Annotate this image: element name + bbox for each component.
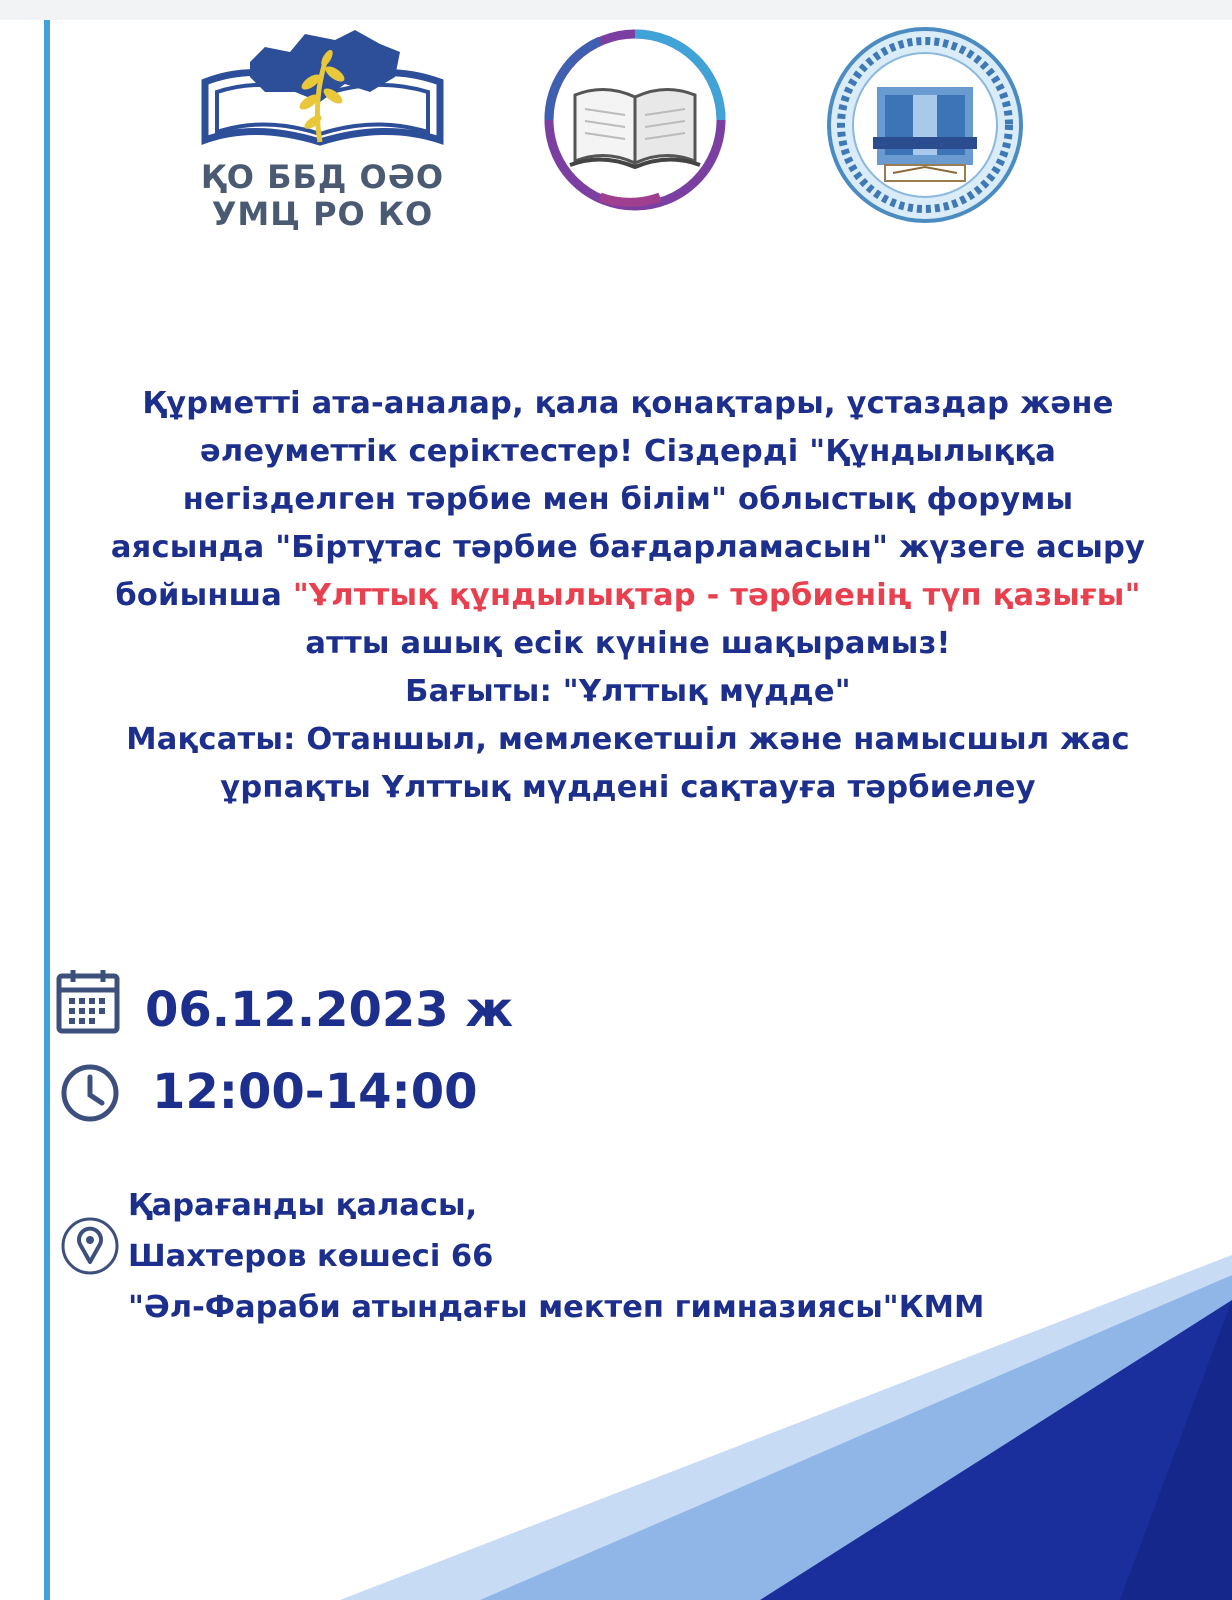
event-topic-highlight: "Ұлттық құндылықтар - тәрбиенің түп қазығы" [292, 578, 1141, 613]
invitation-message [58, 380, 1198, 812]
school-seal-logo [825, 25, 1025, 225]
event-address [128, 1180, 984, 1333]
message-line-topic [58, 572, 1198, 620]
calendar-icon [56, 968, 120, 1034]
clock-icon [60, 1063, 120, 1123]
message-line: Құрметті ата-аналар, қала қонақтары, ұстаздар және [142, 386, 1114, 421]
message-prefix: бойынша [115, 578, 293, 613]
address-street: Шахтеров көшесі 66 [128, 1239, 494, 1274]
message-line: әлеуметтік серіктестер! Сіздерді "Құндылыққа [199, 434, 1057, 469]
event-time: 12:00-14:00 [152, 1064, 478, 1120]
open-book-icon [540, 25, 730, 215]
message-line: атты ашық есік күніне шақырамыз! [305, 626, 951, 661]
goal-line: ұрпақты Ұлттық мүддені сақтауға тәрбиелеу [220, 770, 1036, 805]
address-venue: "Әл-Фараби атындағы мектеп гимназиясы"КММ [128, 1290, 985, 1325]
message-line: аясында "Біртұтас тәрбие бағдарламасын" жүзеге асыру [110, 530, 1146, 565]
message-line: негізделген тәрбие мен білім" облыстық форумы [182, 482, 1074, 517]
goal-line: Мақсаты: Отаншыл, мемлекетшіл және намысшыл жас [126, 722, 1130, 757]
address-city: Қарағанды қаласы, [128, 1188, 478, 1223]
umc-logo-text-line2: УМЦ РО КО [211, 195, 434, 233]
direction-line: Бағыты: "Ұлттық мүдде" [405, 674, 851, 709]
umc-logo-text-line1: ҚО ББД ОӘО [200, 158, 445, 196]
event-date: 06.12.2023 ж [145, 982, 514, 1038]
map-pin-icon [60, 1216, 120, 1276]
